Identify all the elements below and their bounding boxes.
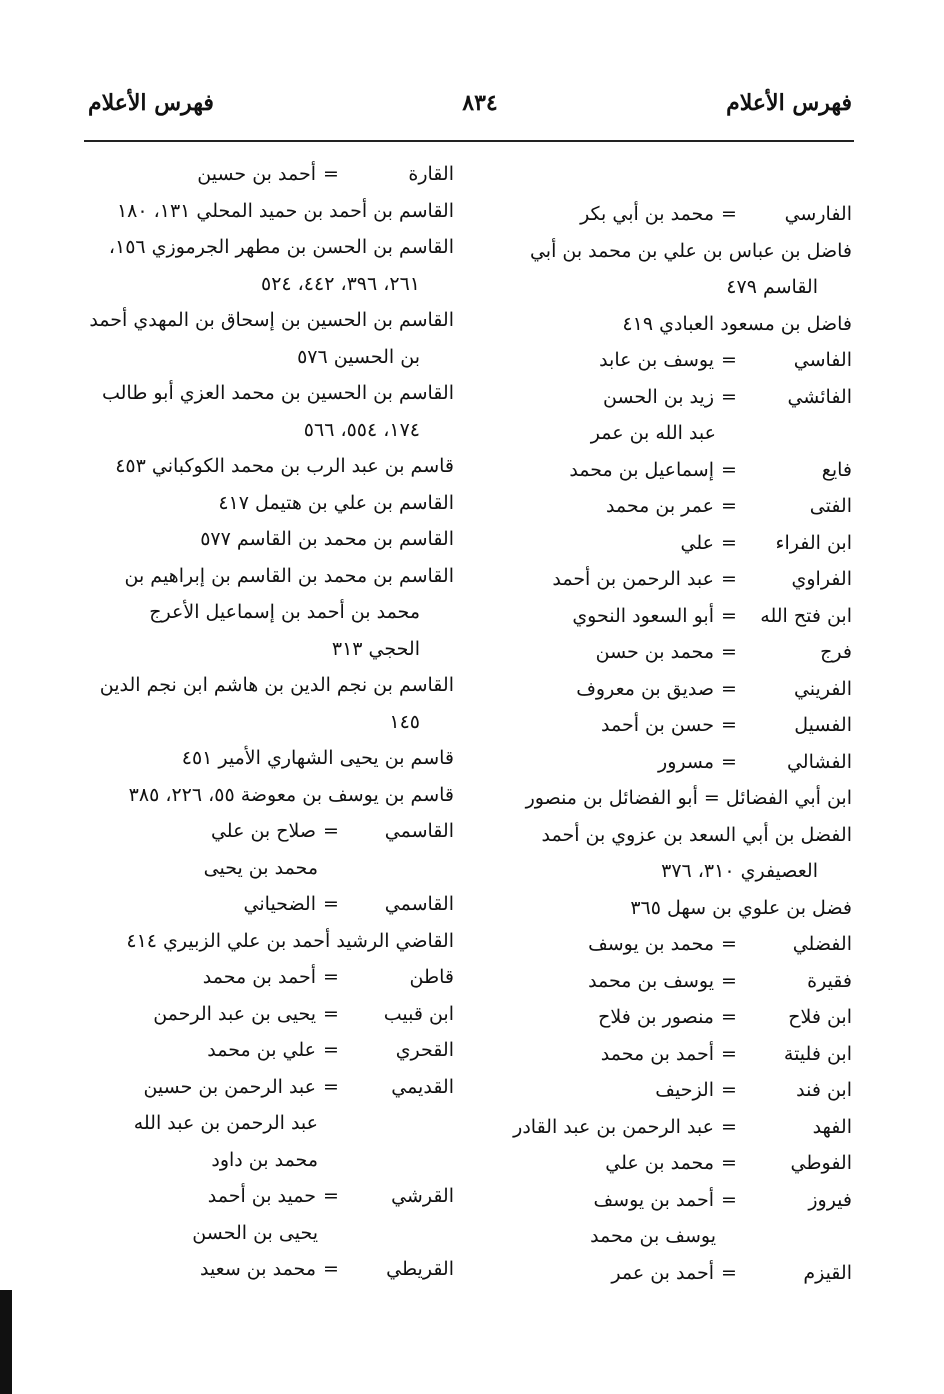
index-entry: القاسم بن الحسين بن إسحاق بن المهدي أحمد — [89, 309, 454, 331]
index-entry: فاضل بن عباس بن علي بن محمد بن أبي — [529, 239, 852, 262]
equals-sign: = — [721, 1079, 737, 1101]
entry-name: الفارسي — [784, 203, 852, 225]
equals-sign: = — [721, 349, 737, 371]
cross-reference-target: عمر بن محمد — [605, 495, 714, 517]
cross-reference-target: أحمد بن محمد — [202, 966, 316, 988]
entry-name: فقيرة — [807, 969, 852, 992]
entry-name: القريطي — [386, 1258, 454, 1280]
running-header-right: فهرس الأعلام — [726, 90, 852, 116]
cross-reference-entry — [484, 196, 852, 233]
cross-reference-target: الضحياني — [243, 893, 316, 915]
entry-continuation: ١٧٤، ٥٥٤، ٥٦٦ — [303, 418, 420, 441]
cross-reference-target: عبد الرحمن بن عبد القادر — [513, 1115, 714, 1138]
entry-name: الفسيل — [794, 714, 852, 736]
equals-sign: = — [323, 163, 339, 185]
equals-sign: = — [323, 1002, 339, 1025]
equals-sign: = — [323, 1039, 339, 1061]
entry-name: الفريني — [793, 677, 852, 700]
cross-reference-entry — [484, 488, 852, 525]
cross-reference-target: مسرور — [658, 750, 714, 773]
equals-sign: = — [721, 1261, 737, 1284]
equals-sign: = — [721, 750, 737, 773]
entry-name: القاسمي — [384, 893, 454, 915]
equals-sign: = — [721, 604, 737, 627]
cross-reference-target: محمد بن أبي بكر — [580, 203, 714, 225]
cross-reference-extra: يحيى بن الحسن — [192, 1221, 318, 1244]
index-entry: القاسم بن الحسن بن مطهر الجرموزي ١٥٦، — [108, 236, 454, 258]
cross-reference-target: أحمد بن محمد — [600, 1042, 714, 1065]
entry-name: ابن فلاح — [788, 1006, 852, 1028]
cross-reference-entry — [78, 1032, 454, 1069]
cross-reference-target: محمد بن يوسف — [588, 933, 714, 955]
cross-reference-target: صلاح بن علي — [210, 820, 316, 842]
index-entry: القاسم بن الحسين بن محمد العزي أبو طالب — [101, 382, 454, 404]
entry-name: الفائشي — [787, 385, 852, 408]
entry-name: ابن فند — [796, 1079, 852, 1101]
cross-reference-entry — [484, 379, 852, 416]
index-column-right — [484, 196, 852, 1291]
cross-reference-entry — [484, 525, 852, 562]
equals-sign: = — [721, 933, 737, 955]
entry-name: القاسمي — [384, 820, 454, 842]
cross-reference-target: أحمد بن حسين — [197, 163, 316, 185]
cross-reference-entry — [484, 561, 852, 598]
entry-name: القارة — [408, 163, 454, 185]
cross-reference-entry — [78, 156, 454, 193]
index-entry: قاسم بن عبد الرب بن محمد الكوكباني ٤٥٣ — [115, 455, 454, 477]
cross-reference-entry — [484, 1182, 852, 1219]
cross-reference-entry — [484, 963, 852, 1000]
cross-reference-extra: محمد بن يحيى — [203, 856, 318, 879]
page-edge-shadow — [0, 1290, 12, 1394]
index-entry: القاسم بن نجم الدين بن هاشم ابن نجم الدين — [99, 674, 454, 696]
entry-name: ابن قبيب — [383, 1002, 454, 1025]
cross-reference-entry — [484, 707, 852, 744]
running-header-left: فهرس الأعلام — [88, 90, 214, 116]
entry-continuation: ١٤٥ — [389, 710, 420, 733]
cross-reference-entry — [78, 996, 454, 1033]
index-entry: ابن أبي الفضائل = أبو الفضائل بن منصور — [525, 787, 852, 809]
cross-reference-target: محمد بن سعيد — [199, 1258, 316, 1280]
equals-sign: = — [323, 893, 339, 915]
entry-name: القديمي — [391, 1075, 454, 1098]
entry-name: الفاسي — [793, 349, 852, 371]
entry-name: الفوطي — [790, 1152, 852, 1174]
entry-name: ابن الفراء — [775, 531, 852, 554]
equals-sign: = — [721, 1115, 737, 1138]
page-number: ٨٣٤ — [462, 90, 498, 116]
cross-reference-entry — [78, 1069, 454, 1106]
entry-name: ابن فليتة — [783, 1042, 852, 1065]
equals-sign: = — [721, 969, 737, 992]
cross-reference-extra: عبد الله بن عمر — [590, 422, 716, 444]
entry-name: ابن فتح الله — [760, 604, 852, 627]
cross-reference-target: يوسف بن محمد — [588, 969, 714, 992]
equals-sign: = — [721, 677, 737, 700]
entry-name: القحري — [395, 1039, 454, 1061]
cross-reference-entry — [484, 671, 852, 708]
cross-reference-target: أحمد بن عمر — [611, 1261, 714, 1284]
cross-reference-entry — [484, 1072, 852, 1109]
entry-name: القيزم — [803, 1261, 852, 1284]
equals-sign: = — [721, 714, 737, 736]
equals-sign: = — [323, 1075, 339, 1098]
entry-continuation: ٢٦١، ٣٩٦، ٤٤٢، ٥٢٤ — [260, 272, 420, 295]
cross-reference-entry — [78, 1178, 454, 1215]
index-entry: فضل بن علوي بن سهل ٣٦٥ — [630, 896, 852, 919]
cross-reference-target: أحمد بن يوسف — [593, 1188, 714, 1211]
cross-reference-extra: عبد الرحمن بن عبد الله — [133, 1112, 318, 1134]
entry-continuation: الحجي ٣١٣ — [331, 637, 420, 660]
cross-reference-target: محمد بن علي — [605, 1152, 714, 1174]
cross-reference-entry — [484, 342, 852, 379]
index-entry: فاضل بن مسعود العبادي ٤١٩ — [622, 312, 852, 335]
equals-sign: = — [721, 568, 737, 590]
cross-reference-target: محمد بن حسن — [595, 641, 714, 663]
cross-reference-entry — [78, 1251, 454, 1288]
index-entry: قاسم بن يوسف بن معوضة ٥٥، ٢٢٦، ٣٨٥ — [128, 783, 454, 806]
cross-reference-entry — [78, 813, 454, 850]
cross-reference-entry — [78, 886, 454, 923]
index-entry: القاضي الرشيد أحمد بن علي الزبيري ٤١٤ — [126, 929, 454, 952]
equals-sign: = — [721, 1152, 737, 1174]
cross-reference-target: الزحيف — [655, 1079, 714, 1101]
cross-reference-entry — [484, 926, 852, 963]
equals-sign: = — [323, 1258, 339, 1280]
equals-sign: = — [721, 1188, 737, 1211]
entry-name: الفراوي — [791, 568, 852, 590]
entry-name: الفضلي — [792, 933, 852, 955]
cross-reference-entry — [484, 1145, 852, 1182]
index-entry: الفضل بن أبي السعد بن عزوي بن أحمد — [541, 823, 852, 846]
cross-reference-entry — [484, 1255, 852, 1292]
index-entry: القاسم بن علي بن هتيمل ٤١٧ — [218, 491, 454, 514]
index-entry: قاسم بن يحيى الشهاري الأمير ٤٥١ — [181, 747, 454, 769]
equals-sign: = — [323, 966, 339, 988]
entry-name: فايع — [821, 458, 852, 481]
entry-name: فيروز — [808, 1188, 852, 1211]
cross-reference-target: أبو السعود النحوي — [572, 604, 714, 627]
entry-continuation: العصيفري ٣١٠، ٣٧٦ — [661, 860, 818, 882]
index-entry: القاسم بن محمد بن القاسم بن إبراهيم بن — [124, 564, 454, 587]
entry-name: قاطن — [409, 966, 454, 988]
entry-continuation: بن الحسين ٥٧٦ — [297, 345, 420, 368]
index-column-left — [78, 156, 454, 1288]
cross-reference-target: حميد بن أحمد — [207, 1185, 316, 1207]
cross-reference-target: علي بن محمد — [207, 1039, 316, 1061]
cross-reference-target: منصور بن فلاح — [598, 1006, 714, 1028]
equals-sign: = — [721, 641, 737, 663]
entry-name: القرشي — [391, 1185, 454, 1207]
cross-reference-target: يوسف بن عابد — [599, 349, 714, 371]
cross-reference-target: عبد الرحمن بن حسين — [143, 1075, 316, 1098]
cross-reference-entry — [484, 634, 852, 671]
equals-sign: = — [323, 1185, 339, 1207]
cross-reference-target: عبد الرحمن بن أحمد — [552, 568, 714, 590]
equals-sign: = — [721, 203, 737, 225]
equals-sign: = — [721, 1006, 737, 1028]
index-entry: القاسم بن أحمد بن حميد المحلي ١٣١، ١٨٠ — [116, 199, 454, 222]
entry-name: الفهد — [812, 1115, 852, 1138]
cross-reference-entry — [484, 452, 852, 489]
equals-sign: = — [323, 820, 339, 842]
equals-sign: = — [721, 495, 737, 517]
equals-sign: = — [721, 385, 737, 408]
entry-name: الفشالي — [786, 750, 852, 773]
header-rule — [84, 140, 854, 142]
equals-sign: = — [721, 458, 737, 481]
cross-reference-entry — [78, 959, 454, 996]
cross-reference-target: حسن بن أحمد — [601, 714, 714, 736]
cross-reference-entry — [484, 999, 852, 1036]
cross-reference-entry — [484, 1109, 852, 1146]
cross-reference-target: إسماعيل بن محمد — [569, 458, 714, 481]
cross-reference-target: صديق بن معروف — [576, 677, 714, 700]
cross-reference-target: يحيى بن عبد الرحمن — [153, 1002, 316, 1025]
cross-reference-extra: يوسف بن محمد — [590, 1225, 716, 1247]
entry-name: فرج — [820, 641, 852, 663]
entry-continuation: القاسم ٤٧٩ — [726, 276, 818, 298]
index-entry: القاسم بن محمد بن القاسم ٥٧٧ — [200, 528, 454, 550]
cross-reference-entry — [484, 598, 852, 635]
equals-sign: = — [721, 531, 737, 554]
cross-reference-target: زيد بن الحسن — [602, 385, 714, 408]
cross-reference-entry — [484, 744, 852, 781]
cross-reference-entry — [484, 1036, 852, 1073]
equals-sign: = — [721, 1042, 737, 1065]
entry-name: الفتى — [809, 495, 852, 517]
entry-continuation: محمد بن أحمد بن إسماعيل الأعرج — [149, 601, 420, 623]
cross-reference-extra: محمد بن داود — [211, 1148, 318, 1171]
cross-reference-target: علي — [680, 531, 714, 554]
